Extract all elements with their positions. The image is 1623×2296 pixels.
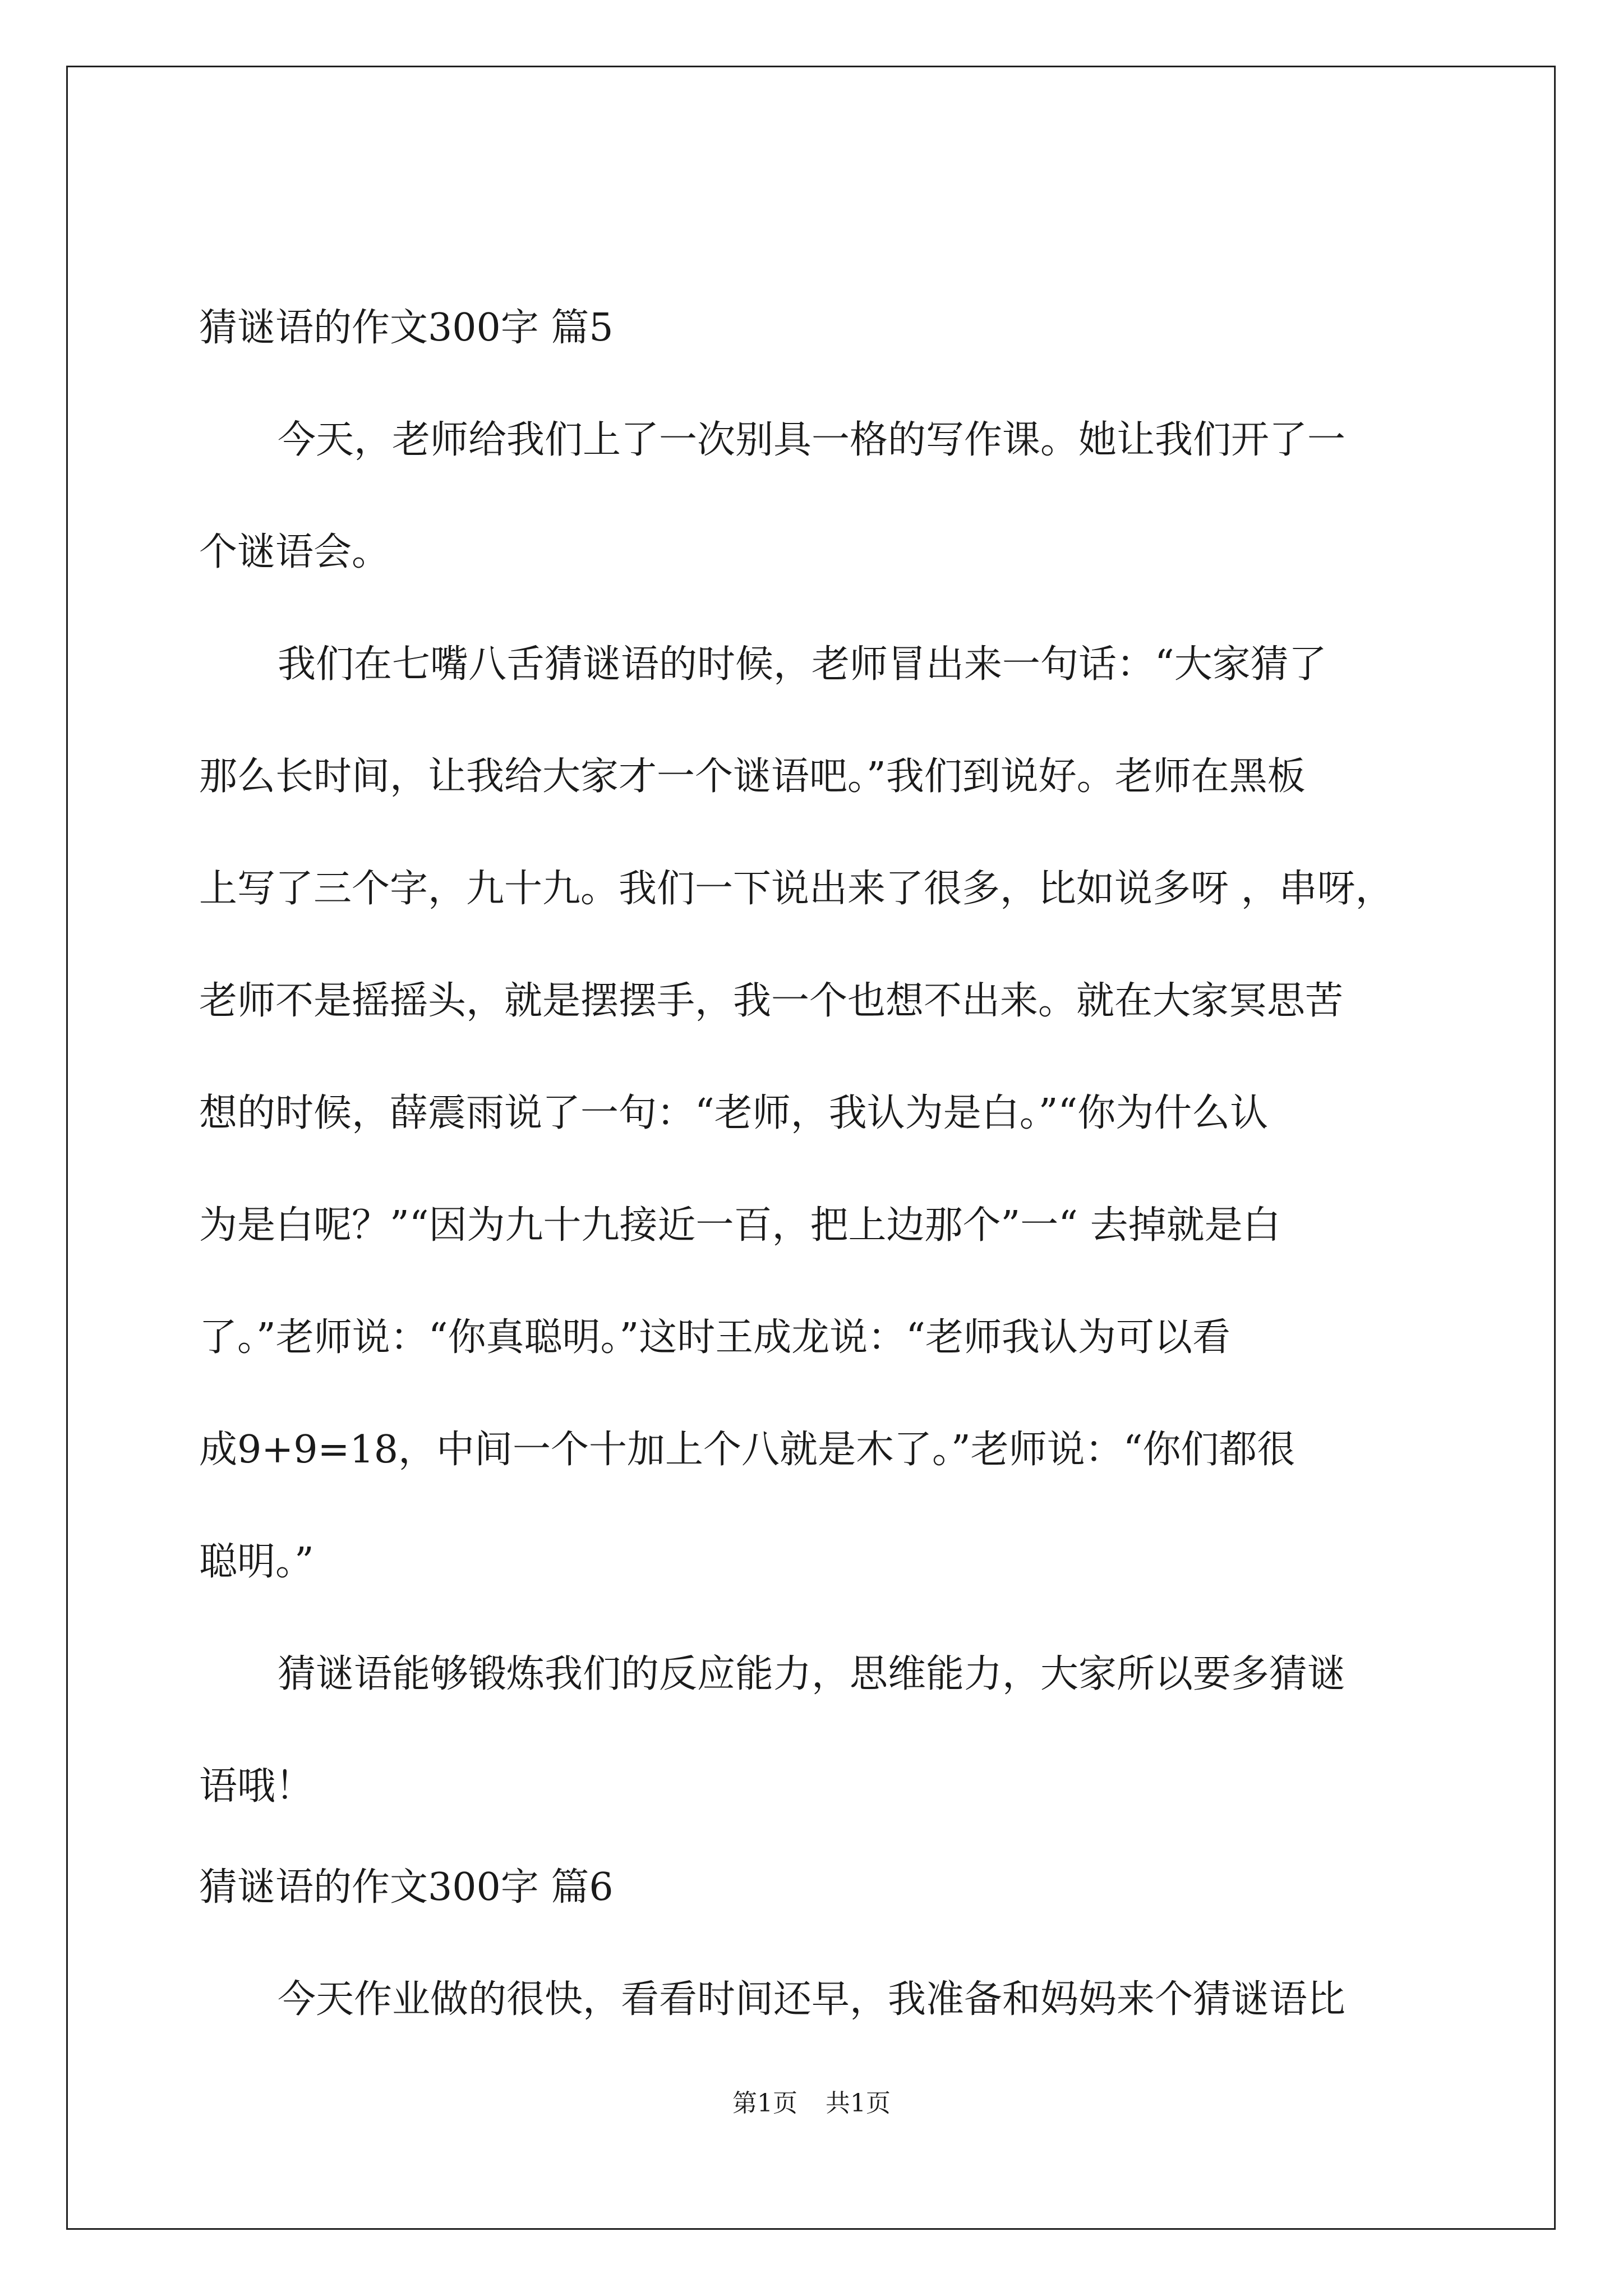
text-line: 老师不是摇摇头，就是摆摆手，我一个也想不出来。就在大家冥思苦 [199, 979, 1344, 1023]
text-line: 今天作业做的很快，看看时间还早，我准备和妈妈来个猜谜语比 [278, 1977, 1346, 2022]
section-heading-5: 猜谜语的作文300字 篇5 [199, 306, 614, 350]
page-total: 共1页 [826, 2089, 891, 2118]
text-line: 想的时候，薛震雨说了一句：“老师，我认为是白。”“你为什么认 [199, 1091, 1269, 1135]
text-line: 猜谜语能够锻炼我们的反应能力，思维能力，大家所以要多猜谜 [278, 1652, 1346, 1696]
text-line: 了。”老师说：“你真聪明。”这时王成龙说：“老师我认为可以看 [199, 1315, 1231, 1360]
section-heading-6: 猜谜语的作文300字 篇6 [199, 1865, 614, 1910]
text-line: 成9+9=18，中间一个十加上个八就是木了。”老师说：“你们都很 [199, 1428, 1295, 1472]
text-line: 那么长时间，让我给大家才一个谜语吧。”我们到说好。老师在黑板 [199, 754, 1306, 799]
page-number: 第1页 [732, 2089, 797, 2118]
text-line: 个谜语会。 [199, 530, 390, 574]
page-footer [0, 2087, 1623, 2120]
text-line: 我们在七嘴八舌猜谜语的时候，老师冒出来一句话：“大家猜了 [278, 642, 1327, 687]
text-line: 上写了三个字，九十九。我们一下说出来了很多，比如说多呀 ，串呀， [199, 867, 1394, 911]
text-line: 为是白呢？”“因为九十九接近一百，把上边那个”一“ 去掉就是白 [199, 1203, 1281, 1248]
text-line: 今天，老师给我们上了一次别具一格的写作课。她让我们开了一 [278, 418, 1346, 462]
text-line: 语哦！ [199, 1764, 314, 1809]
text-line: 聪明。” [199, 1540, 314, 1584]
